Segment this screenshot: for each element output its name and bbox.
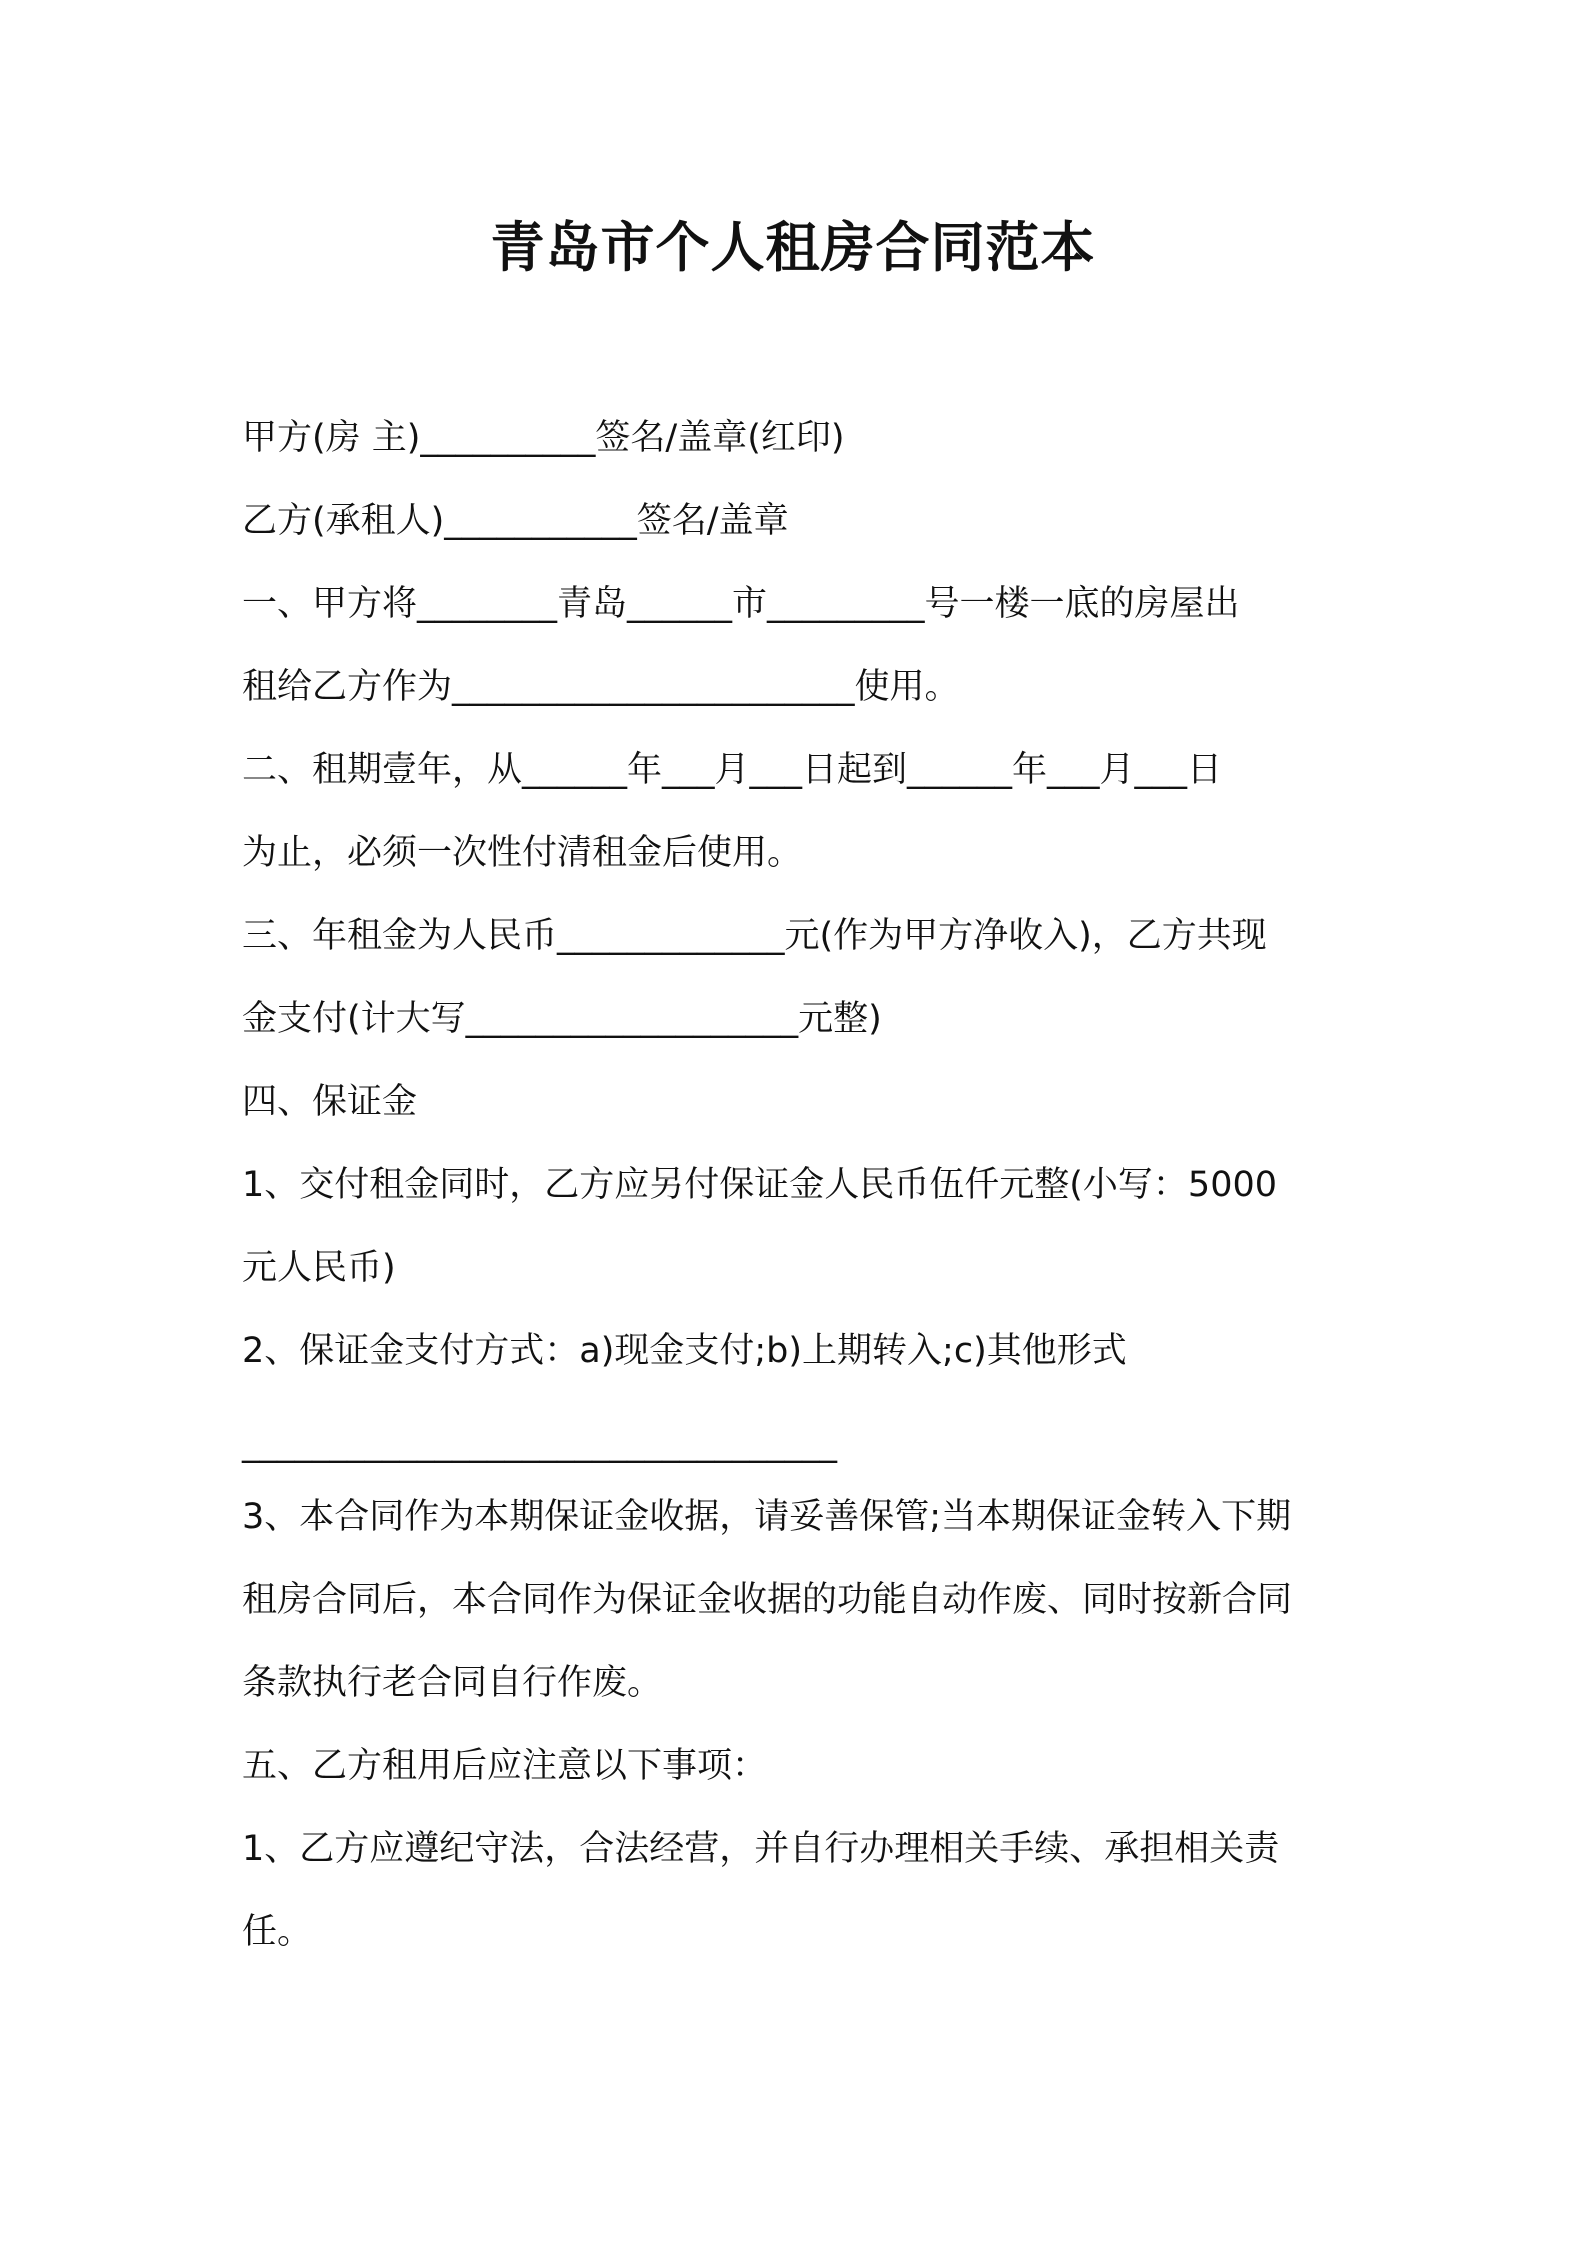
clause-4-heading: 四、保证金 (242, 1082, 418, 1122)
clause-4-item-2-line-1: 2、保证金支付方式：a)现金支付;b)上期转入;c)其他形式 (242, 1331, 1127, 1371)
clause-1-line-1: 一、甲方将________青岛______市_________号一楼一底的房屋出 (242, 584, 1240, 624)
clause-1-line-2: 租给乙方作为_______________________使用。 (242, 667, 960, 707)
clause-3-line-2: 金支付(计大写___________________元整) (242, 999, 882, 1039)
clause-4-item-1-line-1: 1、交付租金同时，乙方应另付保证金人民币伍仟元整(小写：5000 (242, 1165, 1277, 1205)
party-b-line: 乙方(承租人)___________签名/盖章 (242, 501, 789, 541)
clause-5-item-1-line-1: 1、乙方应遵纪守法，合法经营，并自行办理相关手续、承担相关责 (242, 1829, 1280, 1869)
clause-4-item-2-blank: __________________________________ (242, 1424, 837, 1464)
clause-4-item-1-line-2: 元人民币) (242, 1248, 396, 1288)
party-a-line: 甲方(房 主)__________签名/盖章(红印) (242, 418, 845, 458)
clause-2-line-1: 二、租期壹年，从______年___月___日起到______年___月___日 (242, 750, 1223, 790)
clause-2-line-2: 为止，必须一次性付清租金后使用。 (242, 833, 803, 873)
clause-4-item-3-line-3: 条款执行老合同自行作废。 (242, 1663, 663, 1703)
clause-5-heading: 五、乙方租用后应注意以下事项： (242, 1746, 768, 1786)
clause-3-line-1: 三、年租金为人民币_____________元(作为甲方净收入)，乙方共现 (242, 916, 1267, 956)
clause-5-item-1-line-2: 任。 (242, 1912, 313, 1952)
clause-4-item-3-line-2: 租房合同后，本合同作为保证金收据的功能自动作废、同时按新合同 (242, 1580, 1293, 1620)
clause-4-item-3-line-1: 3、本合同作为本期保证金收据，请妥善保管;当本期保证金转入下期 (242, 1497, 1292, 1537)
document-title: 青岛市个人租房合同范本 (490, 216, 1096, 279)
